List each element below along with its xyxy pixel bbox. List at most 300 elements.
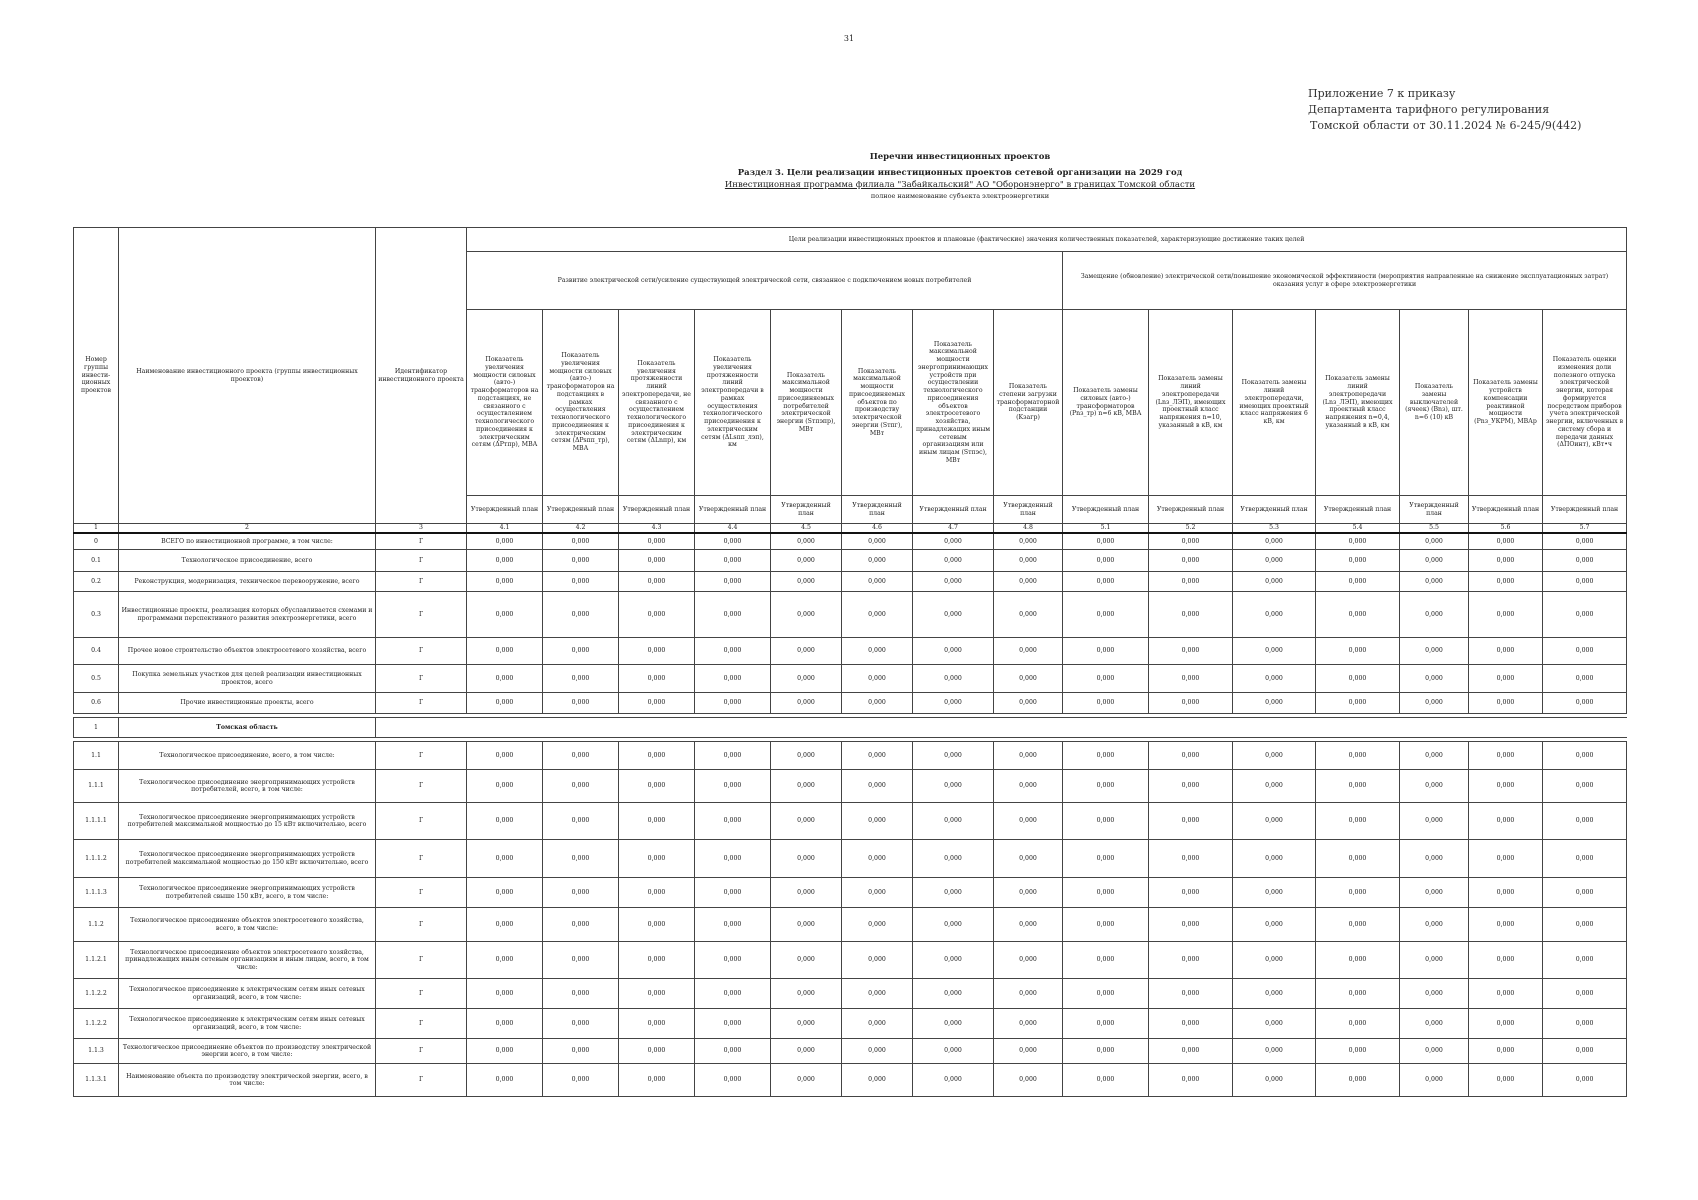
row-value: 0,000: [1543, 908, 1627, 942]
row-number: 0.5: [74, 665, 119, 693]
column-number: 4.4: [695, 524, 771, 533]
goals-table: [73, 227, 1627, 1097]
row-value: 0,000: [1543, 665, 1627, 693]
column-number: 1: [74, 524, 119, 533]
header-indicator: Показатель увеличения мощности силовых (авто-) трансформаторов на подстанциях, не связанного с осуществлением технологического присоединения к электрическим сетям (ΔPтпр), МВА: [467, 310, 543, 496]
table-row: [74, 1039, 1627, 1064]
row-value: 0,000: [1316, 665, 1400, 693]
row-value: 0,000: [619, 550, 695, 572]
row-value: 0,000: [1233, 942, 1316, 979]
document-titles: [600, 152, 1320, 200]
row-value: 0,000: [695, 1039, 771, 1064]
row-name: Инвестиционные проекты, реализация которых обуславливается схемами и программами перспективного развития электроэнергетики, всего: [119, 592, 376, 638]
column-number: 5.2: [1149, 524, 1233, 533]
column-number: 4.2: [543, 524, 619, 533]
row-value: 0,000: [1233, 742, 1316, 770]
row-name: Технологическое присоединение объектов электросетевого хозяйства, всего, в том числе:: [119, 908, 376, 942]
row-value: 0,000: [1233, 803, 1316, 840]
table-row: [74, 1009, 1627, 1039]
row-value: 0,000: [994, 665, 1063, 693]
header-plan: Утвержденный план: [1469, 496, 1543, 524]
row-value: 0,000: [1063, 572, 1149, 592]
row-value: 0,000: [771, 592, 842, 638]
row-value: 0,000: [913, 840, 994, 878]
row-value: 0,000: [467, 770, 543, 803]
row-value: 0,000: [1149, 592, 1233, 638]
row-value: 0,000: [913, 1009, 994, 1039]
header-indicator: Показатель замены силовых (авто-) трансформаторов (Pnз_тр) n=6 кВ, МВА: [1063, 310, 1149, 496]
table-row: [74, 979, 1627, 1009]
row-name: Технологическое присоединение, всего, в том числе:: [119, 742, 376, 770]
row-value: 0,000: [1469, 942, 1543, 979]
row-value: 0,000: [1063, 638, 1149, 665]
row-value: 0,000: [1149, 803, 1233, 840]
row-value: 0,000: [1149, 550, 1233, 572]
row-name: Реконструкция, модернизация, техническое перевооружение, всего: [119, 572, 376, 592]
row-value: 0,000: [619, 840, 695, 878]
row-name: Покупка земельных участков для целей реализации инвестиционных проектов, всего: [119, 665, 376, 693]
row-value: 0,000: [467, 550, 543, 572]
row-value: 0,000: [543, 840, 619, 878]
row-value: 0,000: [695, 638, 771, 665]
row-value: 0,000: [619, 693, 695, 714]
row-value: 0,000: [842, 979, 913, 1009]
row-value: 0,000: [842, 550, 913, 572]
row-value: 0,000: [1233, 693, 1316, 714]
row-value: 0,000: [619, 533, 695, 550]
header-indicator: Показатель замены линий электропередачи (Lnз_ЛЭП), имеющих проектный класс напряжения n=10, указанный в кВ, км: [1149, 310, 1233, 496]
column-number: 2: [119, 524, 376, 533]
column-number: 3: [376, 524, 467, 533]
row-value: 0,000: [1063, 693, 1149, 714]
row-value: 0,000: [771, 803, 842, 840]
table-row: [74, 803, 1627, 840]
row-id: Г: [376, 979, 467, 1009]
row-number: 1.1.1: [74, 770, 119, 803]
header-plan: Утвержденный план: [771, 496, 842, 524]
row-value: 0,000: [1469, 878, 1543, 908]
row-value: 0,000: [1063, 1064, 1149, 1097]
row-name: Наименование объекта по производству электрической энергии, всего, в том числе:: [119, 1064, 376, 1097]
row-value: 0,000: [1233, 979, 1316, 1009]
row-value: 0,000: [842, 908, 913, 942]
row-number: 0.4: [74, 638, 119, 665]
row-value: 0,000: [1400, 1009, 1469, 1039]
header-plan: Утвержденный план: [467, 496, 543, 524]
header-project-name: Наименование инвестиционного проекта (группы инвестиционных проектов): [119, 228, 376, 524]
row-value: 0,000: [1149, 533, 1233, 550]
row-value: 0,000: [1400, 592, 1469, 638]
row-value: 0,000: [1469, 742, 1543, 770]
row-value: 0,000: [1233, 908, 1316, 942]
row-name: Технологическое присоединение энергопринимающих устройств потребителей, всего, в том числе:: [119, 770, 376, 803]
row-value: 0,000: [543, 533, 619, 550]
row-value: 0,000: [771, 1009, 842, 1039]
row-value: 0,000: [1543, 638, 1627, 665]
row-number: 1.1.2.2: [74, 1009, 119, 1039]
row-value: 0,000: [771, 770, 842, 803]
page-number: 31: [843, 34, 855, 43]
row-value: 0,000: [543, 803, 619, 840]
row-value: 0,000: [1316, 742, 1400, 770]
row-value: 0,000: [1543, 693, 1627, 714]
row-value: 0,000: [1149, 1039, 1233, 1064]
row-name: Технологическое присоединение к электрическим сетям иных сетевых организаций, всего, в том числе:: [119, 979, 376, 1009]
row-value: 0,000: [994, 592, 1063, 638]
row-value: 0,000: [619, 742, 695, 770]
row-value: 0,000: [467, 592, 543, 638]
header-plan: Утвержденный план: [1233, 496, 1316, 524]
row-value: 0,000: [467, 638, 543, 665]
row-value: 0,000: [1316, 803, 1400, 840]
row-id: Г: [376, 803, 467, 840]
row-value: 0,000: [1233, 550, 1316, 572]
table-row: [74, 693, 1627, 714]
row-value: 0,000: [842, 1064, 913, 1097]
row-value: 0,000: [913, 742, 994, 770]
row-number: 0.3: [74, 592, 119, 638]
row-value: 0,000: [1233, 638, 1316, 665]
row-value: 0,000: [1400, 770, 1469, 803]
row-value: 0,000: [695, 878, 771, 908]
row-value: 0,000: [1063, 942, 1149, 979]
row-value: 0,000: [695, 840, 771, 878]
row-value: 0,000: [543, 979, 619, 1009]
row-value: 0,000: [1063, 665, 1149, 693]
row-value: 0,000: [543, 1039, 619, 1064]
row-value: 0,000: [1149, 942, 1233, 979]
row-value: 0,000: [695, 693, 771, 714]
table-row: [74, 665, 1627, 693]
row-value: 0,000: [994, 572, 1063, 592]
row-value: 0,000: [1149, 878, 1233, 908]
row-value: 0,000: [619, 803, 695, 840]
row-value: 0,000: [994, 693, 1063, 714]
header-indicator: Показатель замены линий электропередачи, имеющих проектный класс напряжения 6 кВ, км: [1233, 310, 1316, 496]
row-value: 0,000: [1400, 1039, 1469, 1064]
row-number: 0.2: [74, 572, 119, 592]
column-number: 4.5: [771, 524, 842, 533]
row-value: 0,000: [543, 665, 619, 693]
row-id: Г: [376, 878, 467, 908]
row-id: Г: [376, 770, 467, 803]
row-value: 0,000: [1469, 592, 1543, 638]
row-value: 0,000: [771, 1039, 842, 1064]
row-value: 0,000: [1149, 742, 1233, 770]
header-plan: Утвержденный план: [1149, 496, 1233, 524]
row-value: 0,000: [842, 693, 913, 714]
row-value: 0,000: [842, 1009, 913, 1039]
row-number: 0.1: [74, 550, 119, 572]
row-value: 0,000: [1469, 638, 1543, 665]
row-value: 0,000: [1233, 592, 1316, 638]
row-value: 0,000: [1149, 638, 1233, 665]
row-value: 0,000: [842, 638, 913, 665]
column-number: 5.5: [1400, 524, 1469, 533]
row-id: Г: [376, 572, 467, 592]
row-value: 0,000: [1063, 1009, 1149, 1039]
column-number: 4.8: [994, 524, 1063, 533]
row-value: 0,000: [619, 878, 695, 908]
row-value: 0,000: [994, 1009, 1063, 1039]
row-name: Технологическое присоединение объектов электросетевого хозяйства, принадлежащих иным сетевым организациям и иным лицам, всего, в том числе:: [119, 942, 376, 979]
row-value: 0,000: [1233, 665, 1316, 693]
column-number: 5.7: [1543, 524, 1627, 533]
row-value: 0,000: [695, 1064, 771, 1097]
row-value: 0,000: [1543, 979, 1627, 1009]
table-row: [74, 742, 1627, 770]
row-value: 0,000: [1543, 1039, 1627, 1064]
row-value: 0,000: [771, 550, 842, 572]
row-value: 0,000: [842, 1039, 913, 1064]
row-value: 0,000: [994, 979, 1063, 1009]
row-value: 0,000: [543, 770, 619, 803]
row-number: 1.1.2.1: [74, 942, 119, 979]
row-value: 0,000: [1543, 572, 1627, 592]
column-number: 4.6: [842, 524, 913, 533]
row-value: 0,000: [1543, 742, 1627, 770]
row-value: 0,000: [467, 572, 543, 592]
row-value: 0,000: [1233, 1064, 1316, 1097]
row-value: 0,000: [1063, 550, 1149, 572]
row-value: 0,000: [842, 942, 913, 979]
row-value: 0,000: [619, 942, 695, 979]
row-value: 0,000: [842, 572, 913, 592]
row-value: 0,000: [1543, 533, 1627, 550]
table-row: [74, 638, 1627, 665]
row-value: 0,000: [1400, 979, 1469, 1009]
table-row: [74, 572, 1627, 592]
row-value: 0,000: [619, 592, 695, 638]
row-number: 1.1.2: [74, 908, 119, 942]
row-number: 1.1.1.1: [74, 803, 119, 840]
row-name: Прочие инвестиционные проекты, всего: [119, 693, 376, 714]
row-value: 0,000: [543, 742, 619, 770]
table-row: [74, 592, 1627, 638]
row-value: 0,000: [1469, 1009, 1543, 1039]
row-value: 0,000: [1469, 1064, 1543, 1097]
row-value: 0,000: [913, 1039, 994, 1064]
header-plan: Утвержденный план: [619, 496, 695, 524]
column-number: 4.3: [619, 524, 695, 533]
row-value: 0,000: [771, 638, 842, 665]
row-value: 0,000: [1149, 665, 1233, 693]
row-value: 0,000: [1469, 770, 1543, 803]
row-value: 0,000: [1400, 942, 1469, 979]
row-value: 0,000: [913, 572, 994, 592]
row-value: 0,000: [1316, 908, 1400, 942]
row-value: 0,000: [842, 533, 913, 550]
row-value: 0,000: [467, 1009, 543, 1039]
header-plan: Утвержденный план: [543, 496, 619, 524]
row-value: 0,000: [1063, 908, 1149, 942]
row-value: 0,000: [467, 803, 543, 840]
row-value: 0,000: [1316, 878, 1400, 908]
row-id: Г: [376, 908, 467, 942]
row-number: 1.1.1.3: [74, 878, 119, 908]
header-indicator: Показатель оценки изменения доли полезного отпуска электрической энергии, которая формируется посредством приборов учета электрической энергии, включенных в систему сбора и передачи данных (ΔПОинт), кВт•ч: [1543, 310, 1627, 496]
row-value: 0,000: [1149, 908, 1233, 942]
row-value: 0,000: [543, 1009, 619, 1039]
row-id: Г: [376, 533, 467, 550]
row-value: 0,000: [467, 742, 543, 770]
row-value: 0,000: [913, 1064, 994, 1097]
row-value: 0,000: [1543, 878, 1627, 908]
row-id: Г: [376, 742, 467, 770]
row-value: 0,000: [913, 803, 994, 840]
header-indicator: Показатель увеличения мощности силовых (авто-) трансформаторов на подстанциях в рамках осуществления технологического присоединения к электрическим сетям (ΔPsпп_тр), МВА: [543, 310, 619, 496]
row-value: 0,000: [994, 638, 1063, 665]
row-value: 0,000: [1316, 942, 1400, 979]
row-value: 0,000: [543, 693, 619, 714]
row-value: 0,000: [1149, 693, 1233, 714]
row-value: 0,000: [994, 742, 1063, 770]
row-value: 0,000: [1316, 638, 1400, 665]
appendix-line: Томской области от 30.11.2024 № 6-245/9(442): [1310, 119, 1582, 132]
row-value: 0,000: [467, 1064, 543, 1097]
row-value: 0,000: [771, 742, 842, 770]
row-value: 0,000: [842, 665, 913, 693]
row-name: Прочее новое строительство объектов электросетевого хозяйства, всего: [119, 638, 376, 665]
row-value: 0,000: [1469, 665, 1543, 693]
row-value: 0,000: [695, 665, 771, 693]
row-value: 0,000: [619, 1039, 695, 1064]
row-value: 0,000: [1063, 742, 1149, 770]
row-value: 0,000: [913, 693, 994, 714]
row-value: 0,000: [994, 1039, 1063, 1064]
row-value: 0,000: [842, 878, 913, 908]
row-value: 0,000: [913, 550, 994, 572]
row-value: 0,000: [619, 665, 695, 693]
row-number: 1.1.3.1: [74, 1064, 119, 1097]
header-indicator: Показатель увеличения протяженности линий электропередачи в рамках осуществления технологического присоединения к электрическим сетям (ΔLsпп_лэп), км: [695, 310, 771, 496]
row-value: 0,000: [771, 878, 842, 908]
row-value: 0,000: [842, 742, 913, 770]
row-id: Г: [376, 592, 467, 638]
row-value: 0,000: [467, 533, 543, 550]
row-id: Г: [376, 638, 467, 665]
row-value: 0,000: [1400, 665, 1469, 693]
row-value: 0,000: [619, 1064, 695, 1097]
appendix-line: Приложение 7 к приказу: [1308, 87, 1456, 100]
header-plan: Утвержденный план: [994, 496, 1063, 524]
row-value: 0,000: [771, 942, 842, 979]
row-id: Г: [376, 665, 467, 693]
column-number: 5.3: [1233, 524, 1316, 533]
row-id: Г: [376, 550, 467, 572]
row-value: 0,000: [913, 592, 994, 638]
row-value: 0,000: [1316, 770, 1400, 803]
row-value: 0,000: [619, 979, 695, 1009]
row-value: 0,000: [913, 665, 994, 693]
row-number: 1.1: [74, 742, 119, 770]
row-value: 0,000: [1400, 1064, 1469, 1097]
header-plan: Утвержденный план: [913, 496, 994, 524]
row-name: ВСЕГО по инвестиционной программе, в том числе:: [119, 533, 376, 550]
row-value: 0,000: [1063, 979, 1149, 1009]
header-group-replacement: Замещение (обновление) электрической сети/повышение экономической эффективности (мероприятия направленные на снижение эксплуатационных затрат) оказания услуг в сфере электроэнергетики: [1063, 252, 1627, 310]
row-value: 0,000: [543, 1064, 619, 1097]
table-row: [74, 840, 1627, 878]
row-value: 0,000: [695, 592, 771, 638]
region-number: 1: [74, 718, 119, 738]
row-value: 0,000: [1400, 693, 1469, 714]
table-row: [74, 533, 1627, 550]
row-value: 0,000: [1316, 1064, 1400, 1097]
row-value: 0,000: [1233, 840, 1316, 878]
header-plan: Утвержденный план: [1063, 496, 1149, 524]
column-number: 4.1: [467, 524, 543, 533]
row-id: Г: [376, 1039, 467, 1064]
row-value: 0,000: [913, 979, 994, 1009]
row-value: 0,000: [994, 550, 1063, 572]
row-value: 0,000: [543, 908, 619, 942]
row-id: Г: [376, 942, 467, 979]
row-value: 0,000: [1233, 878, 1316, 908]
row-value: 0,000: [1469, 572, 1543, 592]
row-value: 0,000: [994, 942, 1063, 979]
row-value: 0,000: [1063, 1039, 1149, 1064]
row-value: 0,000: [1233, 770, 1316, 803]
row-value: 0,000: [1063, 878, 1149, 908]
row-value: 0,000: [1063, 803, 1149, 840]
row-value: 0,000: [1543, 1064, 1627, 1097]
row-value: 0,000: [994, 533, 1063, 550]
row-value: 0,000: [842, 592, 913, 638]
row-value: 0,000: [771, 1064, 842, 1097]
row-value: 0,000: [1469, 803, 1543, 840]
row-number: 0: [74, 533, 119, 550]
row-id: Г: [376, 840, 467, 878]
row-value: 0,000: [1469, 908, 1543, 942]
row-value: 0,000: [695, 572, 771, 592]
column-number: 5.4: [1316, 524, 1400, 533]
row-value: 0,000: [913, 638, 994, 665]
row-value: 0,000: [913, 908, 994, 942]
row-value: 0,000: [543, 550, 619, 572]
row-value: 0,000: [1063, 840, 1149, 878]
row-value: 0,000: [842, 840, 913, 878]
row-value: 0,000: [1469, 1039, 1543, 1064]
row-value: 0,000: [619, 1009, 695, 1039]
row-value: 0,000: [1316, 572, 1400, 592]
row-name: Технологическое присоединение, всего: [119, 550, 376, 572]
row-value: 0,000: [619, 770, 695, 803]
header-indicator: Показатель увеличения протяженности линий электропередачи, не связанного с осуществлением технологического присоединения к электрическим сетям (ΔLnпр), км: [619, 310, 695, 496]
row-value: 0,000: [842, 770, 913, 803]
header-plan: Утвержденный план: [1316, 496, 1400, 524]
row-value: 0,000: [1400, 840, 1469, 878]
row-value: 0,000: [1543, 550, 1627, 572]
program-caption: полное наименование субъекта электроэнергетики: [870, 192, 1050, 200]
row-value: 0,000: [994, 878, 1063, 908]
row-value: 0,000: [1469, 693, 1543, 714]
header-indicator: Показатель замены линий электропередачи (Lnз_ЛЭП), имеющих проектный класс напряжения n=0,4, указанный в кВ, км: [1316, 310, 1400, 496]
appendix-note: [1308, 86, 1581, 134]
row-value: 0,000: [1063, 533, 1149, 550]
row-value: 0,000: [1543, 840, 1627, 878]
row-value: 0,000: [913, 878, 994, 908]
row-value: 0,000: [695, 803, 771, 840]
row-value: 0,000: [994, 803, 1063, 840]
row-value: 0,000: [1149, 840, 1233, 878]
row-value: 0,000: [1149, 770, 1233, 803]
row-value: 0,000: [994, 908, 1063, 942]
column-number: 5.1: [1063, 524, 1149, 533]
row-value: 0,000: [1543, 770, 1627, 803]
row-value: 0,000: [1469, 979, 1543, 1009]
row-value: 0,000: [695, 1009, 771, 1039]
